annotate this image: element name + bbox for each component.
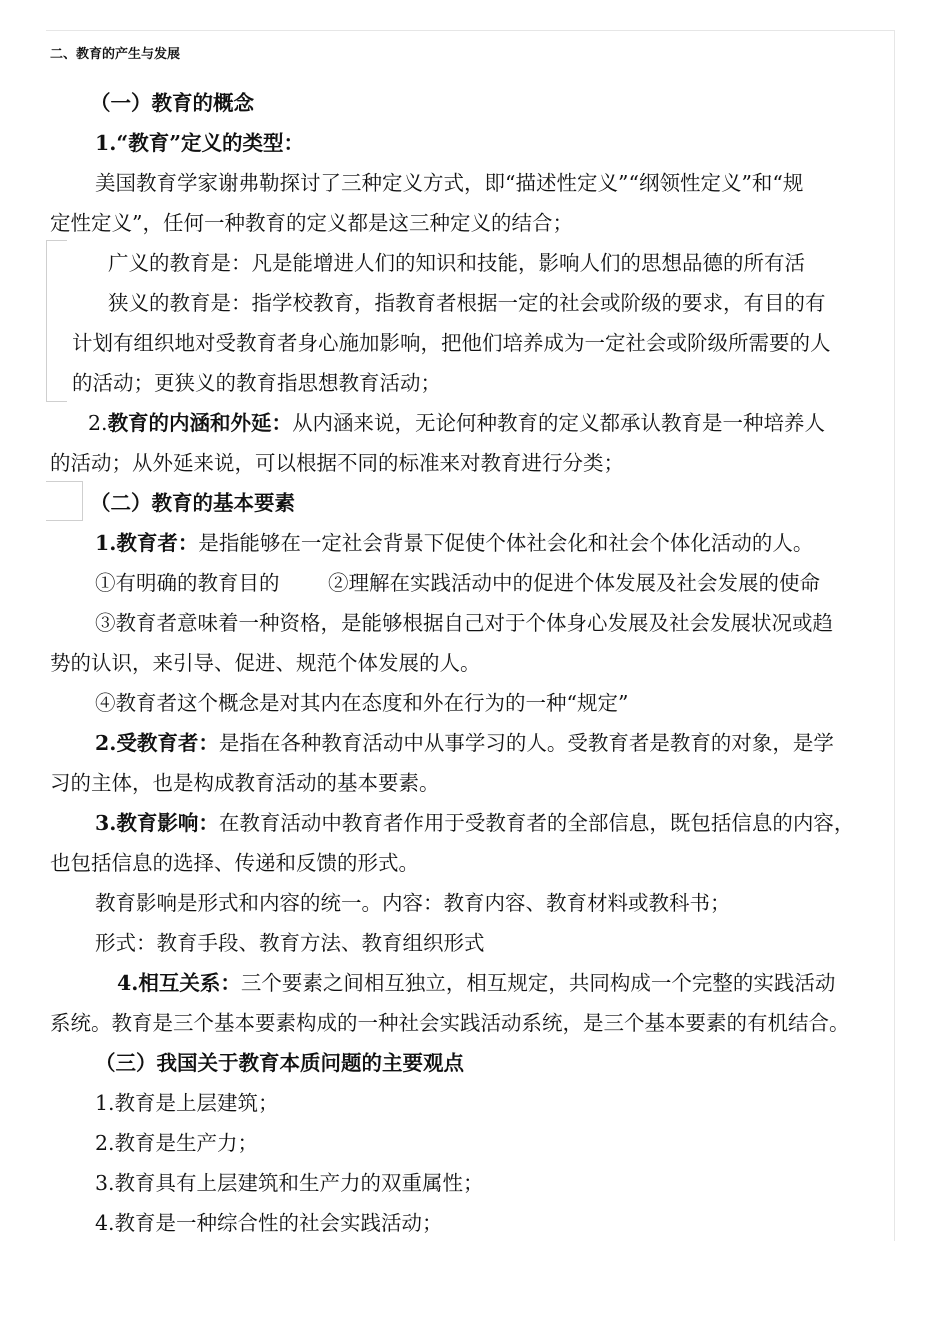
- list-item: 3.教育具有上层建筑和生产力的双重属性；: [95, 1171, 484, 1195]
- paragraph-line: 的活动；从外延来说，可以根据不同的标准来对教育进行分类；: [50, 451, 624, 475]
- item-number: 2.: [88, 411, 108, 435]
- educator-text: 是指能够在一定社会背景下促使个体社会化和社会个体化活动的人。: [198, 531, 814, 555]
- section-1-title: （一）教育的概念: [90, 91, 254, 115]
- bracket-elements: [46, 481, 83, 521]
- influence-heading: 3.教育影响：: [95, 811, 219, 835]
- bracket-definitions: [46, 240, 67, 402]
- paragraph-line: 也包括信息的选择、传递和反馈的形式。: [50, 851, 419, 875]
- paragraph-line: 形式：教育手段、教育方法、教育组织形式: [95, 931, 485, 955]
- list-item: 4.教育是一种综合性的社会实践活动；: [95, 1211, 443, 1235]
- section-3-title: （三）我国关于教育本质问题的主要观点: [95, 1051, 464, 1075]
- narrow-definition: 狭义的教育是：指学校教育，指教育者根据一定的社会或阶级的要求，有目的有: [108, 291, 826, 315]
- paragraph-line: 教育影响是形式和内容的统一。内容：教育内容、教育材料或教科书；: [95, 891, 731, 915]
- learner-paragraph: [95, 729, 834, 757]
- paragraph-line: 势的认识，来引导、促进、规范个体发展的人。: [50, 651, 481, 675]
- educator-point-b: ②理解在实践活动中的促进个体发展及社会发展的使命: [328, 571, 820, 595]
- paragraph-line: 计划有组织地对受教育者身心施加影响，把他们培养成为一定社会或阶级所需要的人: [72, 331, 831, 355]
- educator-heading: 1.教育者：: [95, 531, 199, 555]
- educator-point-a: ①有明确的教育目的: [95, 571, 280, 595]
- paragraph-line: 系统。教育是三个基本要素构成的一种社会实践活动系统，是三个基本要素的有机结合。: [50, 1011, 850, 1035]
- educator-paragraph: [95, 529, 813, 557]
- educator-point-c: ③教育者意味着一种资格，是能够根据自己对于个体身心发展及社会发展状况或趋: [95, 611, 833, 635]
- learner-heading: 2.受教育者：: [95, 731, 219, 755]
- paragraph-line: 美国教育学家谢弗勒探讨了三种定义方式，即“描述性定义”“纲领性定义”和“规: [95, 171, 804, 195]
- list-item: 1.教育是上层建筑；: [95, 1091, 279, 1115]
- learner-text: 是指在各种教育活动中从事学习的人。受教育者是教育的对象，是学: [218, 731, 834, 755]
- influence-text: 在教育活动中教育者作用于受教育者的全部信息，既包括信息的内容，: [218, 811, 855, 835]
- paragraph-line: 习的主体，也是构成教育活动的基本要素。: [50, 771, 440, 795]
- section-2-title: （二）教育的基本要素: [90, 491, 295, 515]
- paragraph-line: 定性定义”，任何一种教育的定义都是这三种定义的结合；: [50, 211, 573, 235]
- influence-paragraph: [95, 809, 854, 837]
- connotation-heading: 教育的内涵和外延：: [107, 411, 293, 435]
- broad-definition: 广义的教育是：凡是能增进人们的知识和技能，影响人们的思想品德的所有活: [108, 251, 805, 275]
- relation-paragraph: [117, 969, 835, 997]
- paragraph-line: 的活动；更狭义的教育指思想教育活动；: [72, 371, 441, 395]
- educator-point-d: ④教育者这个概念是对其内在态度和外在行为的一种“规定”: [95, 691, 629, 715]
- section-header: 二、教育的产生与发展: [50, 47, 181, 62]
- relation-text: 三个要素之间相互独立，相互规定，共同构成一个完整的实践活动: [240, 971, 836, 995]
- connotation-text: 从内涵来说，无论何种教育的定义都承认教育是一种培养人: [292, 411, 826, 435]
- list-item: 2.教育是生产力；: [95, 1131, 259, 1155]
- definition-types-heading: 1.“教育”定义的类型：: [95, 131, 304, 155]
- relation-heading: 4.相互关系：: [117, 971, 241, 995]
- connotation-paragraph: [88, 409, 825, 437]
